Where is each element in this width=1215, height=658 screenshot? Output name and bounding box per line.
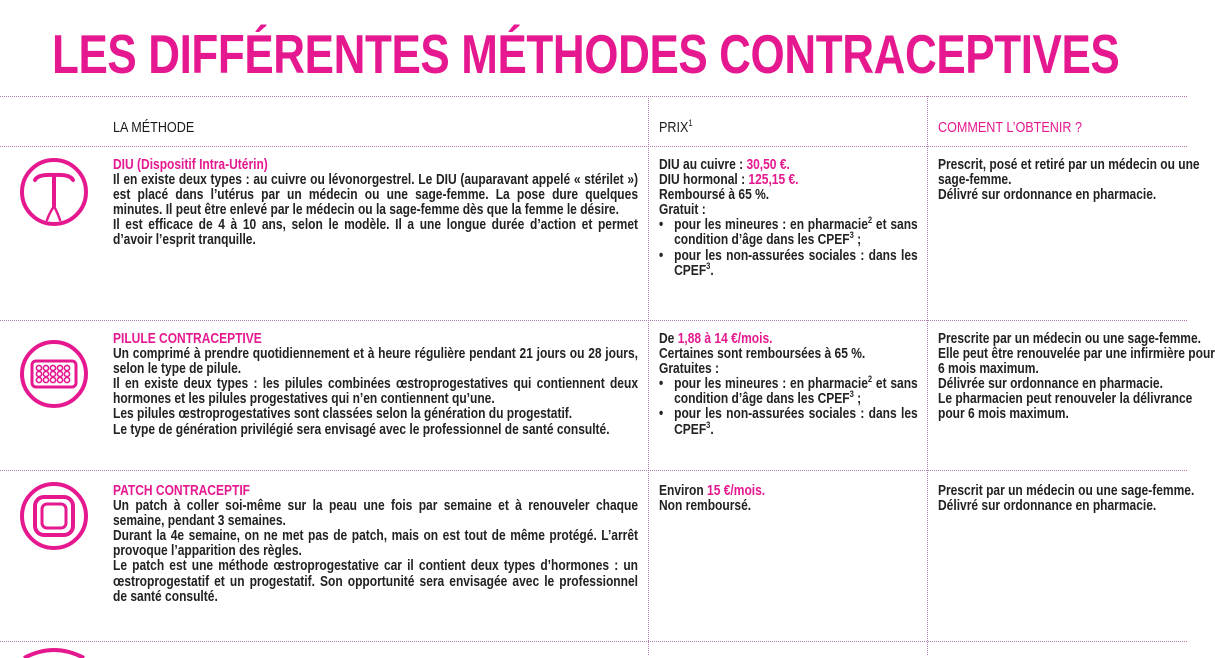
footnote-marker: 1 xyxy=(688,118,693,128)
how-cell-pill xyxy=(938,332,1215,423)
method-description: Il en existe deux types : au cuivre ou lévonorgestrel. Le DIU (auparavant appelé « stérilet ») est placé dans l’utérus par un médecin ou une sage-femme. La pose dure quelques minutes. Il peut être enlevé par le médecin ou la sage-femme dès que la femme le désire. xyxy=(113,172,638,219)
how-cell-patch xyxy=(938,484,1215,514)
list-item: • pour les non-assurées sociales : dans les CPEF$^3$. xyxy=(659,249,918,279)
pill-pack-icon xyxy=(18,338,90,410)
how-text: Délivré sur ordonnance en pharmacie. xyxy=(938,187,1157,204)
price-line: Environ 15 €/mois. xyxy=(659,483,766,499)
header-bottom-divider xyxy=(0,146,1187,147)
page-title: LES DIFFÉRENTES MÉTHODES CONTRACEPTIVES xyxy=(52,23,1120,85)
how-text: Le pharmacien peut renouveler la délivrance pour 6 mois maximum. xyxy=(938,391,1193,423)
method-description: Il en existe deux types : les pilules combinées œstroprogestatives qui contiennent deux hormones et les pilules progestatives qui n’en contiennent qu’une. xyxy=(113,376,638,408)
price-line: DIU au cuivre : 30,50 €. xyxy=(659,157,790,173)
how-text: Délivrée sur ordonnance en pharmacie. xyxy=(938,376,1163,393)
method-name: DIU (Dispositif Intra-Utérin) xyxy=(113,157,268,173)
price-line: De 1,88 à 14 €/mois. xyxy=(659,331,773,347)
method-description: Le type de génération privilégié sera envisagé avec le professionnel de santé consulté. xyxy=(113,421,610,438)
method-description: Un comprimé à prendre quotidiennement et à heure régulière pendant 21 jours ou 28 jours, selon le type de pilule. xyxy=(113,346,638,378)
how-text: Prescrite par un médecin ou une sage-femme. Elle peut être renouvelée par une infirmière pour 6 mois maximum. xyxy=(938,331,1215,378)
reimbursement-text: Remboursé à 65 %. xyxy=(659,187,770,204)
patch-icon xyxy=(18,480,90,552)
method-cell-patch xyxy=(113,484,638,605)
list-item: • pour les non-assurées sociales : dans les CPEF$^3$. xyxy=(659,407,918,437)
method-name: PATCH CONTRACEPTIF xyxy=(113,483,250,499)
column-divider xyxy=(927,96,928,655)
row-divider xyxy=(0,320,1187,321)
method-name: PILULE CONTRACEPTIVE xyxy=(113,331,262,347)
row-divider xyxy=(0,641,1187,642)
implant-icon xyxy=(18,646,90,658)
method-cell-diu xyxy=(113,158,638,249)
how-text: Prescrit, posé et retiré par un médecin ou une sage-femme. xyxy=(938,157,1200,189)
column-header-how: COMMENT L’OBTENIR ? xyxy=(938,119,1082,136)
method-cell-pill xyxy=(113,332,638,438)
column-divider xyxy=(648,96,649,655)
how-cell-diu xyxy=(938,158,1215,203)
method-description: Il est efficace de 4 à 10 ans, selon le modèle. Il a une longue durée d’action et permet d’avoir l’esprit tranquille. xyxy=(113,217,638,249)
column-header-method: LA MÉTHODE xyxy=(113,119,195,136)
list-item: • pour les mineures : en pharmacie$^2$ et sans condition d’âge dans les CPEF$^3$ ; xyxy=(659,377,918,407)
free-label: Gratuit : xyxy=(659,202,706,219)
header-top-divider xyxy=(0,96,1187,97)
reimbursement-text: Non remboursé. xyxy=(659,498,752,515)
reimbursement-text: Certaines sont remboursées à 65 %. xyxy=(659,346,866,363)
how-text: Prescrit par un médecin ou une sage-femme. xyxy=(938,483,1195,499)
price-cell-patch xyxy=(659,484,918,514)
method-description: Le patch est une méthode œstroprogestative car il contient deux types d’hormones : un œstroprogestatif et un progestatif. Son opportunité sera envisagée avec le professionnel de santé consulté. xyxy=(113,558,638,605)
price-cell-pill xyxy=(659,332,918,438)
price-line: DIU hormonal : 125,15 €. xyxy=(659,172,799,189)
method-description: Un patch à coller soi-même sur la peau une fois par semaine et à renouveler chaque semaine, pendant 3 semaines. xyxy=(113,498,638,530)
iud-icon xyxy=(18,156,90,228)
column-header-price xyxy=(659,119,693,136)
price-cell-diu xyxy=(659,158,918,279)
method-description: Durant la 4e semaine, on ne met pas de patch, mais on est tout de même protégé. L’arrêt provoque l’apparition des règles. xyxy=(113,528,638,560)
list-item: • pour les mineures : en pharmacie$^2$ et sans condition d’âge dans les CPEF$^3$ ; xyxy=(659,218,918,248)
how-text: Délivré sur ordonnance en pharmacie. xyxy=(938,498,1157,515)
row-divider xyxy=(0,470,1187,471)
price-header-label: PRIX xyxy=(659,119,689,136)
method-description: Les pilules œstroprogestatives sont classées selon la génération du progestatif. xyxy=(113,406,573,423)
free-label: Gratuites : xyxy=(659,361,720,378)
